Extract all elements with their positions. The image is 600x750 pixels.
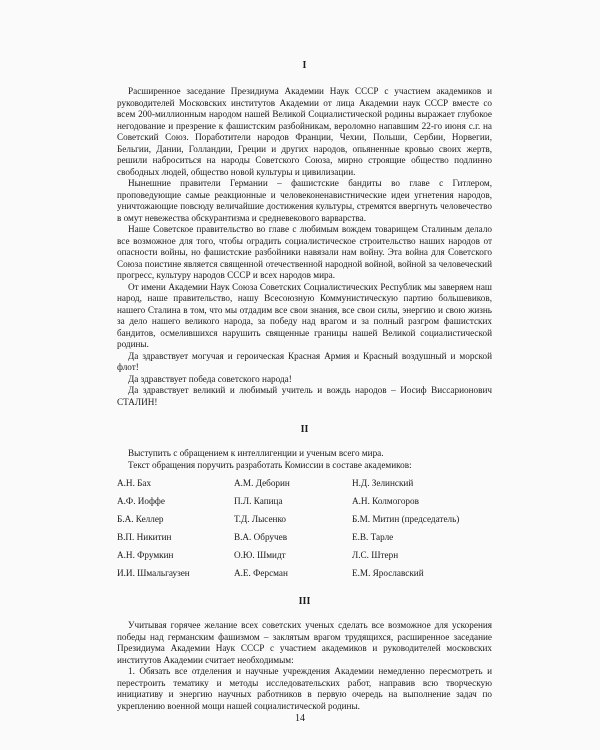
member-name: Л.С. Штерн bbox=[352, 550, 399, 560]
section-1-paragraph: Наше Советское правительство во главе с любимым вождем товарищем Сталиным делало все возможное для того, чтобы оградить социалистическое строительство наших народов от опасности войны, но фашистские разбойники навязали нам войну. Эта война для Советского Союза поистине является священной отечественной народной войной, войной за человеческий прогресс, культуру народов СССР и всех народов мира. bbox=[117, 224, 492, 280]
member-name: А.М. Деборин bbox=[234, 478, 290, 488]
page-number: 14 bbox=[295, 713, 305, 724]
member-name: Б.А. Келлер bbox=[117, 514, 164, 524]
section-1-heading: I bbox=[302, 60, 307, 71]
member-name: Е.В. Тарле bbox=[352, 532, 394, 542]
section-1-paragraph: Да здравствует победа советского народа! bbox=[128, 373, 292, 384]
member-name: П.Л. Капица bbox=[234, 496, 283, 506]
member-name: А.Н. Фрумкин bbox=[117, 550, 174, 560]
member-name: Б.М. Митин (председатель) bbox=[352, 514, 460, 524]
member-name: А.Ф. Иоффе bbox=[117, 496, 165, 506]
member-name: А.Н. Колмогоров bbox=[352, 496, 419, 506]
member-name: Т.Д. Лысенко bbox=[234, 514, 287, 524]
section-1-paragraph: Расширенное заседание Президиума Академии Наук СССР с участием академиков и руководителей Московских институтов Академии от лица Академии наук СССР вместе со всем 200-миллионным народом нашей Великой Социалистической родины выражает глубокое негодование и презрение к фашистским разбойникам, вероломно напавшим 22-го июня с.г. на Советский Союз. Поработители народов Франции, Чехии, Польши, Сербии, Норвегии, Бельгии, Дании, Голландии, Греции и других народов, опьяненные кровью своих жертв, решили наброситься на народы Советского Союза, мирно строящие общество подлинно свободных людей, общество новой культуры и цивилизации. bbox=[117, 86, 492, 177]
member-name: В.П. Никитин bbox=[117, 532, 172, 542]
section-2-heading: II bbox=[300, 424, 309, 435]
member-name: А.Н. Бах bbox=[117, 478, 152, 488]
member-name: Н.Д. Зелинский bbox=[352, 478, 414, 488]
section-2-paragraph: Текст обращения поручить разработать Комиссии в составе академиков: bbox=[128, 459, 412, 470]
member-name: Е.М. Ярославский bbox=[352, 568, 424, 578]
section-1-paragraph: От имени Академии Наук Союза Советских Социалистических Республик мы заверяем наш народ, наше правительство, нашу Всесоюзную Коммунистическую партию большевиков, нашего Сталина в том, что мы отдадим все свои знания, все свои силы, энергию и свою жизнь за дело нашего великого народа, за победу над врагом и за полный разгром фашистских бандитов, осмелившихся нарушить священные границы нашей Великой социалистической родины. bbox=[117, 281, 492, 349]
member-name: О.Ю. Шмидт bbox=[234, 550, 286, 560]
section-3-paragraph: Учитывая горячее желание всех советских ученых сделать все возможное для ускорения победы над германским фашизмом – заклятым врагом трудящихся, расширенное заседание Президиума Академии Наук СССР с участием академиков и руководителей московских институтов Академии считает необходимым: bbox=[117, 620, 492, 665]
member-name: И.И. Шмальгаузен bbox=[117, 568, 190, 578]
section-3-paragraph: 1. Обязать все отделения и научные учреждения Академии немедленно пересмотреть и перестроить тематику и методы исследовательских работ, направив всю творческую инициативу и энергию научных работников в первую очередь на выполнение задач по укреплению военной мощи нашей социалистической родины. bbox=[117, 666, 492, 711]
section-3-heading: III bbox=[298, 596, 311, 607]
page-content bbox=[117, 60, 492, 712]
section-1-paragraph: Нынешние правители Германии – фашистские бандиты во главе с Гитлером, проповедующие самые реакционные и человеконенавистнические идеи угнетения народов, уничтожающие повсюду величайшие достижения культуры, стремятся ввергнуть человечество в омут невежества обскурантизма и средневекового варварства. bbox=[117, 178, 492, 223]
section-1-paragraph: Да здравствует великий и любимый учитель и вождь народов – Иосиф Виссарионович СТАЛИН! bbox=[117, 385, 492, 407]
member-name: В.А. Обручев bbox=[234, 532, 288, 542]
commission-members-list bbox=[117, 477, 492, 580]
section-1-paragraph: Да здравствует могучая и героическая Красная Армия и Красный воздушный и морской флот! bbox=[117, 350, 492, 372]
member-name: А.Е. Ферсман bbox=[234, 568, 288, 578]
section-2-paragraph: Выступить с обращением к интеллигенции и ученым всего мира. bbox=[128, 448, 384, 458]
